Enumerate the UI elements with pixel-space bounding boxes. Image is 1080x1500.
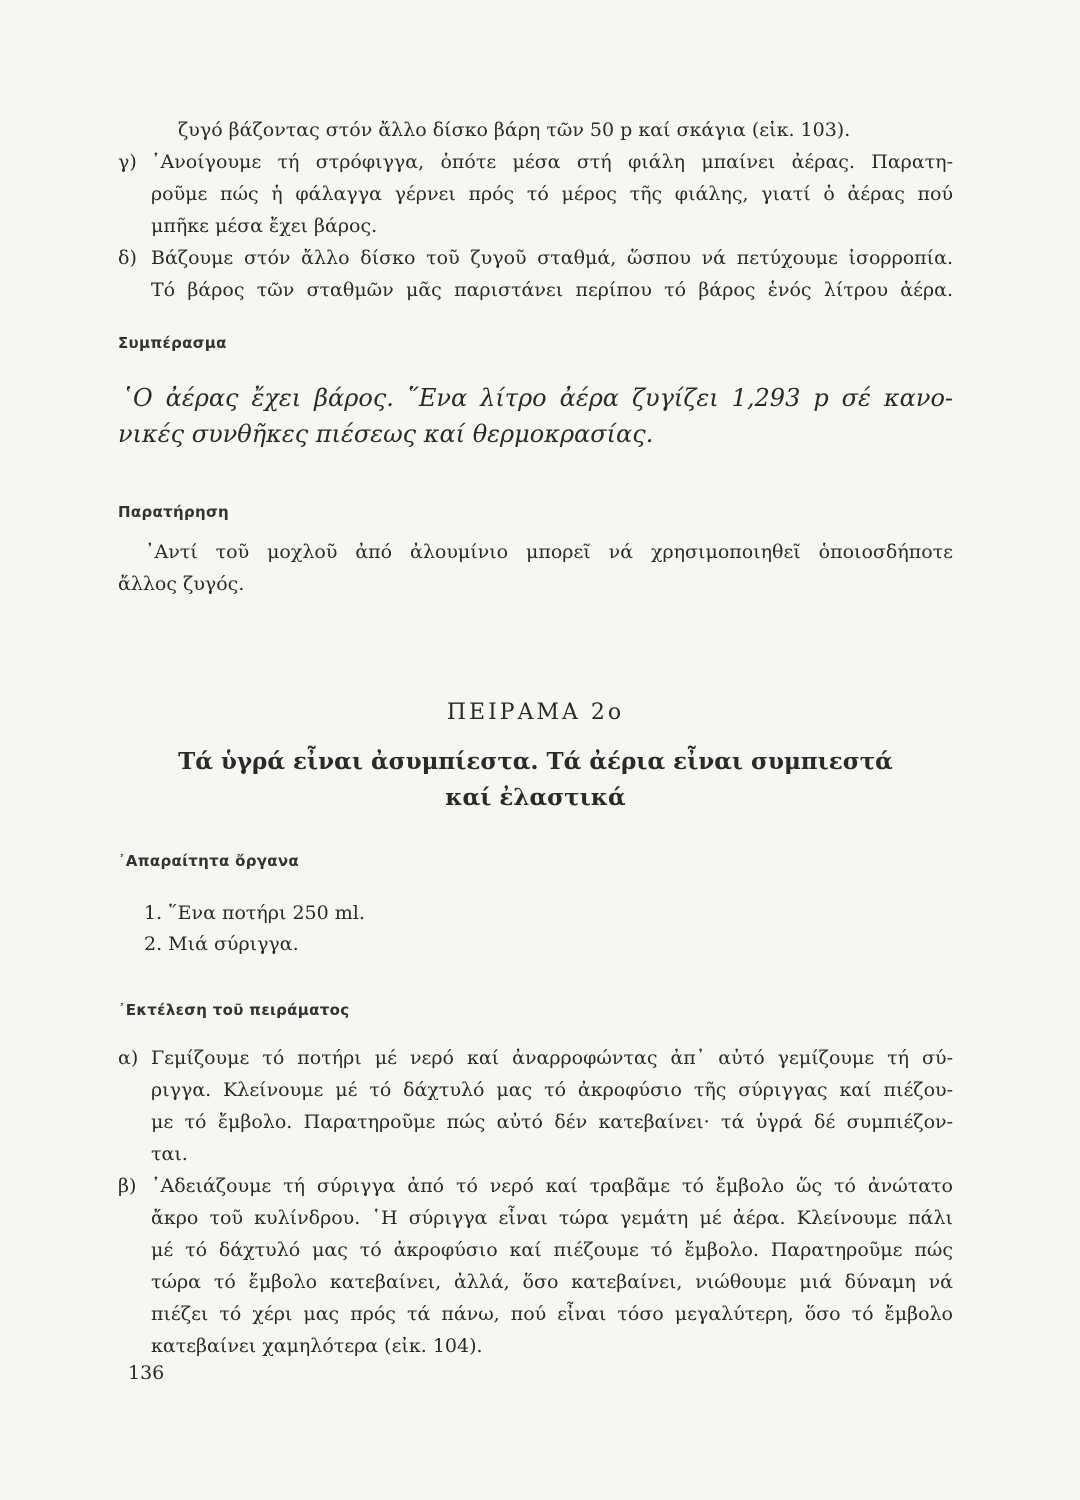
paragraph-line: ται. [151,1143,188,1165]
paragraph-line: ζυγό βάζοντας στόν ἄλλο δίσκο βάρη τῶν 50 p καί σκάγια (εἰκ. 103). [178,119,851,141]
conclusion-text [118,380,953,452]
paragraph-line: Βάζουμε στόν ἄλλο δίσκο τοῦ ζυγοῦ σταθμά, ὥσπου νά πετύχουμε ἰσορροπία. [151,247,953,269]
experiment-title-line: Τά ὑγρά εἶναι ἀσυμπίεστα. Τά ἀέρια εἶναι συμπιεστά [178,748,893,775]
experiment-title-line: καί ἐλαστικά [445,784,626,811]
instruments-list [144,898,952,960]
continued-line [145,114,953,146]
step-b [118,1170,953,1362]
paragraph-line: ᾿Ανοίγουμε τή στρόφιγγα, ὁπότε μέσα στή φιάλη μπαίνει ἀέρας. Παρατη- [151,151,953,173]
experiment-header [118,700,953,725]
paragraph-line: ἄκρο τοῦ κυλίνδρου. ῾Η σύριγγα εἶναι τώρα γεμάτη μέ ἀέρα. Κλείνουμε πάλι [151,1207,953,1229]
instruments-section [118,852,926,870]
step-a [118,1042,953,1170]
execution-section [118,1001,926,1019]
paragraph-line: ριγγα. Κλείνουμε μέ τό δάχτυλό μας τό ἀκροφύσιο τῆς σύριγγας καί πιέζου- [151,1079,953,1101]
paragraph-line: Τό βάρος τῶν σταθμῶν μᾶς παριστάνει περίπου τό βάρος ἑνός λίτρου ἀέρα. [151,279,953,301]
experiment-title [118,744,953,816]
paragraph-line: τώρα τό ἔμβολο κατεβαίνει, ἀλλά, ὅσο κατεβαίνει, νιώθουμε μιά δύναμη νά [151,1271,953,1293]
observation-line: ἄλλος ζυγός. [118,573,245,595]
execution-heading: ᾿Εκτέλεση τοῦ πειράματος [118,1001,350,1019]
instrument-item: 1. ῞Ενα ποτήρι 250 ml. [144,902,365,924]
paragraph-line: Γεμίζουμε τό ποτήρι μέ νερό καί ἀναρροφώντας ἀπ᾿ αὐτό γεμίζουμε τή σύ- [151,1047,953,1069]
paragraph-line: κατεβαίνει χαμηλότερα (εἰκ. 104). [151,1335,483,1357]
step-d [118,242,953,306]
paragraph-line: μπῆκε μέσα ἔχει βάρος. [151,215,378,237]
step-b-marker: β) [118,1175,137,1197]
paragraph-line: ροῦμε πώς ἡ φάλαγγα γέρνει πρός τό μέρος τῆς φιάλης, γιατί ὁ ἀέρας πού [151,183,953,205]
page-number: 136 [128,1362,165,1384]
paragraph-line: πιέζει τό χέρι μας πρός τά πάνω, πού εἶναι τόσο μεγαλύτερη, ὅσο τό ἔμβολο [151,1303,953,1325]
execution-steps [118,1042,953,1362]
conclusion-section [118,334,926,352]
observation-text [118,536,953,600]
experiment-label: ΠΕΙΡΑΜΑ 2ο [446,700,625,725]
step-g-marker: γ) [118,151,137,173]
observation-section [118,503,926,521]
conclusion-line: ῾Ο ἀέρας ἔχει βάρος. ῞Ενα λίτρο ἀέρα ζυγίζει 1,293 p σέ κανο- [121,384,953,412]
conclusion-line: νικές συνθῆκες πιέσεως καί θερμοκρασίας. [118,420,654,448]
step-g [118,146,953,242]
top-section [118,114,953,306]
observation-heading: Παρατήρηση [118,503,229,521]
step-a-marker: α) [118,1047,139,1069]
step-d-marker: δ) [118,247,137,269]
paragraph-line: με τό ἔμβολο. Παρατηροῦμε πώς αὐτό δέν κατεβαίνει· τά ὑγρά δέ συμπιέζον- [151,1111,953,1133]
observation-line: ᾿Αντί τοῦ μοχλοῦ ἀπό ἀλουμίνιο μπορεῖ νά χρησιμοποιηθεῖ ὁποιοσδήποτε [145,541,953,563]
paragraph-line: μέ τό δάχτυλό μας τό ἀκροφύσιο καί πιέζουμε τό ἔμβολο. Παρατηροῦμε πώς [151,1239,953,1261]
conclusion-heading: Συμπέρασμα [118,334,227,352]
instrument-item: 2. Μιά σύριγγα. [144,933,299,955]
instruments-heading: ᾿Απαραίτητα ὄργανα [118,852,300,870]
paragraph-line: ᾿Αδειάζουμε τή σύριγγα ἀπό τό νερό καί τραβᾶμε τό ἔμβολο ὥς τό ἀνώτατο [151,1175,953,1197]
